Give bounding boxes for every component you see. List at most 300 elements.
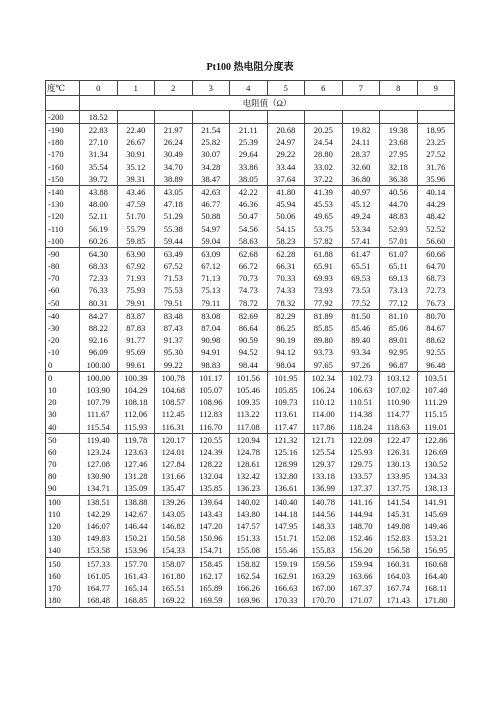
resistance-cell: 120.17 — [155, 433, 193, 446]
resistance-cell: 169.96 — [230, 594, 268, 607]
resistance-cell: 26.67 — [117, 136, 155, 148]
resistance-cell: 45.53 — [305, 198, 343, 210]
resistance-cell: 61.07 — [380, 248, 418, 261]
resistance-cell: 143.05 — [155, 508, 193, 520]
resistance-cell: 46.36 — [230, 198, 268, 210]
resistance-cell: 32.18 — [380, 161, 418, 173]
resistance-cell: 90.59 — [230, 334, 268, 346]
resistance-cell: 126.31 — [380, 446, 418, 458]
resistance-cell: 63.49 — [155, 248, 193, 261]
resistance-cell: 24.97 — [267, 136, 305, 148]
resistance-cell: 98.83 — [192, 359, 230, 372]
resistance-cell: 107.40 — [417, 384, 455, 396]
resistance-cell: 66.72 — [230, 260, 268, 272]
resistance-cell: 101.95 — [267, 371, 305, 384]
resistance-cell: 19.38 — [380, 124, 418, 137]
table-row — [46, 508, 455, 520]
resistance-cell: 89.01 — [380, 334, 418, 346]
resistance-cell: 117.86 — [305, 421, 343, 434]
resistance-cell: 160.68 — [417, 557, 455, 570]
temperature-cell: 20 — [46, 396, 80, 408]
temperature-cell: -70 — [46, 272, 80, 284]
column-header: 1 — [117, 81, 155, 96]
resistance-cell: 80.31 — [80, 297, 118, 310]
table-row — [46, 495, 455, 508]
resistance-cell: 89.80 — [305, 334, 343, 346]
resistance-cell: 75.93 — [117, 285, 155, 297]
resistance-cell: 57.41 — [342, 235, 380, 248]
resistance-cell: 166.63 — [267, 582, 305, 594]
resistance-cell: 18.52 — [80, 111, 118, 124]
resistance-cell: 87.04 — [192, 322, 230, 334]
resistance-cell: 151.71 — [267, 532, 305, 544]
resistance-cell: 83.08 — [192, 310, 230, 323]
resistance-cell: 109.73 — [267, 396, 305, 408]
resistance-cell: 150.21 — [117, 532, 155, 544]
resistance-cell: 116.70 — [192, 421, 230, 434]
table-row — [46, 149, 455, 161]
resistance-cell: 164.40 — [417, 570, 455, 582]
resistance-cell: 69.13 — [380, 272, 418, 284]
resistance-cell: 23.68 — [380, 136, 418, 148]
resistance-cell: 72.73 — [417, 285, 455, 297]
resistance-cell: 137.75 — [380, 483, 418, 496]
resistance-cell: 40.97 — [342, 186, 380, 199]
temperature-cell: -130 — [46, 198, 80, 210]
table-row — [46, 211, 455, 223]
table-row — [46, 483, 455, 496]
column-header: 5 — [267, 81, 305, 96]
resistance-cell: 106.63 — [342, 384, 380, 396]
resistance-cell: 94.52 — [230, 347, 268, 359]
resistance-cell: 44.70 — [380, 198, 418, 210]
resistance-cell: 35.54 — [80, 161, 118, 173]
resistance-cell: 117.47 — [267, 421, 305, 434]
resistance-cell: 156.20 — [342, 545, 380, 558]
resistance-cell: 122.86 — [417, 433, 455, 446]
resistance-cell: 115.54 — [80, 421, 118, 434]
resistance-cell: 73.13 — [380, 285, 418, 297]
resistance-cell: 61.88 — [305, 248, 343, 261]
resistance-cell: 33.44 — [267, 161, 305, 173]
resistance-cell: 38.05 — [230, 173, 268, 186]
resistance-cell: 34.70 — [155, 161, 193, 173]
resistance-cell: 136.99 — [305, 483, 343, 496]
resistance-cell: 71.13 — [192, 272, 230, 284]
resistance-cell: 38.47 — [192, 173, 230, 186]
resistance-cell: 56.60 — [417, 235, 455, 248]
resistance-cell: 64.30 — [80, 248, 118, 261]
resistance-cell: 118.63 — [380, 421, 418, 434]
resistance-cell: 103.51 — [417, 371, 455, 384]
resistance-cell: 170.70 — [305, 594, 343, 607]
resistance-cell: 155.46 — [267, 545, 305, 558]
resistance-cell: 27.95 — [380, 149, 418, 161]
temperature-cell: -180 — [46, 136, 80, 148]
resistance-cell: 150.96 — [192, 532, 230, 544]
table-row — [46, 272, 455, 284]
resistance-cell: 134.71 — [80, 483, 118, 496]
temperature-cell: -110 — [46, 223, 80, 235]
temperature-cell: 100 — [46, 495, 80, 508]
table-row — [46, 322, 455, 334]
resistance-cell: 100.00 — [80, 359, 118, 372]
resistance-cell: 146.07 — [80, 520, 118, 532]
resistance-cell: 142.67 — [117, 508, 155, 520]
resistance-cell: 100.39 — [117, 371, 155, 384]
resistance-cell: 92.95 — [380, 347, 418, 359]
resistance-cell: 112.06 — [117, 409, 155, 421]
resistance-cell: 52.11 — [80, 211, 118, 223]
resistance-cell: 127.08 — [80, 458, 118, 470]
resistance-cell: 37.22 — [305, 173, 343, 186]
resistance-cell: 125.16 — [267, 446, 305, 458]
resistance-cell: 30.49 — [155, 149, 193, 161]
resistance-cell — [117, 111, 155, 124]
table-row — [46, 570, 455, 582]
resistance-cell — [192, 111, 230, 124]
resistance-cell: 139.64 — [192, 495, 230, 508]
resistance-cell: 127.84 — [155, 458, 193, 470]
temperature-cell: -120 — [46, 211, 80, 223]
resistance-cell: 105.07 — [192, 384, 230, 396]
resistance-cell: 143.43 — [192, 508, 230, 520]
resistance-cell: 161.43 — [117, 570, 155, 582]
resistance-cell: 171.07 — [342, 594, 380, 607]
table-row — [46, 458, 455, 470]
resistance-cell: 146.44 — [117, 520, 155, 532]
resistance-cell: 67.12 — [192, 260, 230, 272]
resistance-cell: 114.00 — [305, 409, 343, 421]
resistance-cell: 73.53 — [342, 285, 380, 297]
resistance-cell: 116.31 — [155, 421, 193, 434]
resistance-cell: 83.48 — [155, 310, 193, 323]
resistance-cell: 132.04 — [192, 470, 230, 482]
resistance-cell: 141.16 — [342, 495, 380, 508]
resistance-cell: 96.09 — [80, 347, 118, 359]
table-row — [46, 396, 455, 408]
resistance-cell: 167.37 — [342, 582, 380, 594]
resistance-cell: 47.18 — [155, 198, 193, 210]
resistance-cell: 43.88 — [80, 186, 118, 199]
resistance-cell: 147.57 — [230, 520, 268, 532]
temperature-cell: -10 — [46, 347, 80, 359]
resistance-cell: 162.17 — [192, 570, 230, 582]
temperature-cell: 70 — [46, 458, 80, 470]
resistance-cell: 102.34 — [305, 371, 343, 384]
resistance-cell: 152.46 — [342, 532, 380, 544]
resistance-cell: 77.12 — [380, 297, 418, 310]
resistance-cell: 85.85 — [305, 322, 343, 334]
resistance-cell: 57.82 — [305, 235, 343, 248]
resistance-cell: 102.73 — [342, 371, 380, 384]
resistance-cell: 69.93 — [305, 272, 343, 284]
resistance-cell: 112.83 — [192, 409, 230, 421]
resistance-cell: 89.40 — [342, 334, 380, 346]
resistance-cell: 98.44 — [230, 359, 268, 372]
table-row — [46, 198, 455, 210]
resistance-cell: 52.93 — [380, 223, 418, 235]
resistance-cell: 95.69 — [117, 347, 155, 359]
resistance-cell: 130.90 — [80, 470, 118, 482]
resistance-cell: 170.33 — [267, 594, 305, 607]
resistance-cell: 149.46 — [417, 520, 455, 532]
resistance-cell: 135.47 — [155, 483, 193, 496]
resistance-cell: 71.93 — [117, 272, 155, 284]
resistance-cell: 39.31 — [117, 173, 155, 186]
resistance-cell: 46.77 — [192, 198, 230, 210]
resistance-cell: 67.52 — [155, 260, 193, 272]
resistance-cell: 140.78 — [305, 495, 343, 508]
resistance-cell: 138.88 — [117, 495, 155, 508]
resistance-cell: 154.33 — [155, 545, 193, 558]
resistance-cell: 115.15 — [417, 409, 455, 421]
resistance-cell: 131.28 — [117, 470, 155, 482]
resistance-cell: 163.66 — [342, 570, 380, 582]
temperature-cell: 130 — [46, 532, 80, 544]
resistance-cell: 66.31 — [267, 260, 305, 272]
resistance-cell — [380, 111, 418, 124]
resistance-cell: 100.00 — [80, 371, 118, 384]
resistance-cell: 65.91 — [305, 260, 343, 272]
resistance-cell: 129.37 — [305, 458, 343, 470]
resistance-cell: 137.37 — [342, 483, 380, 496]
column-header: 9 — [417, 81, 455, 96]
resistance-cell: 80.70 — [417, 310, 455, 323]
resistance-cell — [230, 111, 268, 124]
resistance-cell: 167.74 — [380, 582, 418, 594]
resistance-cell: 82.69 — [230, 310, 268, 323]
page-title: Pt100 热电阻分度表 — [206, 62, 294, 73]
resistance-cell: 153.21 — [417, 532, 455, 544]
resistance-cell: 150.58 — [155, 532, 193, 544]
resistance-cell: 145.69 — [417, 508, 455, 520]
resistance-cell: 141.91 — [417, 495, 455, 508]
table-row — [46, 520, 455, 532]
resistance-cell: 156.95 — [417, 545, 455, 558]
resistance-cell: 167.00 — [305, 582, 343, 594]
resistance-cell: 148.33 — [305, 520, 343, 532]
resistance-cell: 75.53 — [155, 285, 193, 297]
resistance-cell: 108.96 — [192, 396, 230, 408]
temperature-cell: 50 — [46, 433, 80, 446]
resistance-cell: 75.13 — [192, 285, 230, 297]
resistance-cell: 49.24 — [342, 211, 380, 223]
temperature-cell: 170 — [46, 582, 80, 594]
resistance-cell: 101.17 — [192, 371, 230, 384]
resistance-cell: 51.70 — [117, 211, 155, 223]
resistance-cell: 123.63 — [117, 446, 155, 458]
resistance-cell: 130.52 — [417, 458, 455, 470]
resistance-cell: 131.66 — [155, 470, 193, 482]
temperature-cell: -60 — [46, 285, 80, 297]
resistance-cell: 84.67 — [417, 322, 455, 334]
resistance-cell: 52.52 — [417, 223, 455, 235]
resistance-cell: 18.95 — [417, 124, 455, 137]
resistance-cell: 71.53 — [155, 272, 193, 284]
column-header: 4 — [230, 81, 268, 96]
resistance-cell: 87.83 — [117, 322, 155, 334]
temperature-cell: -20 — [46, 334, 80, 346]
resistance-cell: 58.23 — [267, 235, 305, 248]
resistance-cell: 125.54 — [305, 446, 343, 458]
resistance-cell: 162.54 — [230, 570, 268, 582]
resistance-cell: 148.70 — [342, 520, 380, 532]
resistance-cell: 65.51 — [342, 260, 380, 272]
resistance-cell: 117.08 — [230, 421, 268, 434]
resistance-cell: 55.38 — [155, 223, 193, 235]
resistance-cell: 106.24 — [305, 384, 343, 396]
temperature-cell: -170 — [46, 149, 80, 161]
table-row — [46, 260, 455, 272]
resistance-cell: 168.11 — [417, 582, 455, 594]
table-row — [46, 136, 455, 148]
resistance-cell: 133.18 — [305, 470, 343, 482]
temperature-cell: 0 — [46, 371, 80, 384]
resistance-cell: 76.73 — [417, 297, 455, 310]
resistance-cell: 42.22 — [230, 186, 268, 199]
temperature-cell: 90 — [46, 483, 80, 496]
resistance-cell: 155.08 — [230, 545, 268, 558]
resistance-cell: 127.46 — [117, 458, 155, 470]
resistance-cell: 136.61 — [267, 483, 305, 496]
table-row — [46, 545, 455, 558]
resistance-cell: 83.87 — [117, 310, 155, 323]
resistance-cell: 105.85 — [267, 384, 305, 396]
resistance-cell: 130.13 — [380, 458, 418, 470]
resistance-cell: 153.96 — [117, 545, 155, 558]
resistance-cell: 119.40 — [80, 433, 118, 446]
column-header: 7 — [342, 81, 380, 96]
temperature-cell: -200 — [46, 111, 80, 124]
table-row — [46, 285, 455, 297]
table-row — [46, 347, 455, 359]
resistance-cell: 105.46 — [230, 384, 268, 396]
resistance-cell — [267, 111, 305, 124]
resistance-cell: 93.73 — [305, 347, 343, 359]
resistance-cell: 70.73 — [230, 272, 268, 284]
table-row — [46, 371, 455, 384]
resistance-cell: 138.51 — [80, 495, 118, 508]
resistance-cell: 68.33 — [80, 260, 118, 272]
resistance-cell: 139.26 — [155, 495, 193, 508]
resistance-cell: 103.90 — [80, 384, 118, 396]
temperature-cell: 160 — [46, 570, 80, 582]
temperature-cell: 40 — [46, 421, 80, 434]
resistance-cell: 140.02 — [230, 495, 268, 508]
column-header: 8 — [380, 81, 418, 96]
resistance-cell: 35.96 — [417, 173, 455, 186]
resistance-cell: 79.51 — [155, 297, 193, 310]
temperature-cell: -50 — [46, 297, 80, 310]
resistance-cell: 165.51 — [155, 582, 193, 594]
resistance-cell: 73.93 — [305, 285, 343, 297]
resistance-cell: 58.63 — [230, 235, 268, 248]
resistance-cell: 118.24 — [342, 421, 380, 434]
resistance-cell: 143.80 — [230, 508, 268, 520]
resistance-cell: 84.27 — [80, 310, 118, 323]
resistance-cell: 155.83 — [305, 545, 343, 558]
resistance-cell: 124.39 — [192, 446, 230, 458]
resistance-cell: 24.11 — [342, 136, 380, 148]
resistance-cell: 32.60 — [342, 161, 380, 173]
resistance-cell: 87.43 — [155, 322, 193, 334]
resistance-cell: 124.01 — [155, 446, 193, 458]
resistance-cell: 57.01 — [380, 235, 418, 248]
resistance-cell: 132.80 — [267, 470, 305, 482]
resistance-cell: 99.22 — [155, 359, 193, 372]
resistance-cell: 22.83 — [80, 124, 118, 137]
resistance-cell: 94.91 — [192, 347, 230, 359]
table-row — [46, 421, 455, 434]
resistance-cell: 77.52 — [342, 297, 380, 310]
resistance-cell: 53.34 — [342, 223, 380, 235]
unit-spacer — [46, 96, 80, 111]
resistance-cell: 103.12 — [380, 371, 418, 384]
resistance-cell: 157.33 — [80, 557, 118, 570]
resistance-cell: 30.91 — [117, 149, 155, 161]
resistance-cell: 33.02 — [305, 161, 343, 173]
resistance-cell: 77.92 — [305, 297, 343, 310]
resistance-cell: 121.32 — [267, 433, 305, 446]
resistance-cell: 128.61 — [230, 458, 268, 470]
temperature-cell: 180 — [46, 594, 80, 607]
column-header: 3 — [192, 81, 230, 96]
resistance-cell: 54.56 — [230, 223, 268, 235]
resistance-cell: 165.14 — [117, 582, 155, 594]
resistance-cell: 28.37 — [342, 149, 380, 161]
resistance-cell: 97.26 — [342, 359, 380, 372]
resistance-cell: 56.19 — [80, 223, 118, 235]
resistance-cell: 76.33 — [80, 285, 118, 297]
resistance-cell: 20.68 — [267, 124, 305, 137]
resistance-cell: 168.48 — [80, 594, 118, 607]
resistance-cell: 63.09 — [192, 248, 230, 261]
resistance-cell: 78.72 — [230, 297, 268, 310]
resistance-cell: 121.71 — [305, 433, 343, 446]
resistance-cell: 113.22 — [230, 409, 268, 421]
table-row — [46, 582, 455, 594]
resistance-cell: 48.83 — [380, 211, 418, 223]
resistance-cell: 163.29 — [305, 570, 343, 582]
resistance-cell: 81.10 — [380, 310, 418, 323]
resistance-cell: 86.25 — [267, 322, 305, 334]
resistance-cell: 68.73 — [417, 272, 455, 284]
resistance-cell: 43.46 — [117, 186, 155, 199]
resistance-cell: 86.64 — [230, 322, 268, 334]
resistance-cell: 29.64 — [230, 149, 268, 161]
table-row — [46, 470, 455, 482]
resistance-cell: 165.89 — [192, 582, 230, 594]
resistance-cell: 26.24 — [155, 136, 193, 148]
resistance-cell: 144.94 — [342, 508, 380, 520]
resistance-cell: 111.29 — [417, 396, 455, 408]
temperature-cell: -40 — [46, 310, 80, 323]
resistance-cell: 91.77 — [117, 334, 155, 346]
resistance-cell: 111.67 — [80, 409, 118, 421]
resistance-cell: 144.18 — [267, 508, 305, 520]
resistance-cell: 92.16 — [80, 334, 118, 346]
resistance-cell: 94.12 — [267, 347, 305, 359]
resistance-cell: 54.15 — [267, 223, 305, 235]
resistance-cell: 54.97 — [192, 223, 230, 235]
temperature-cell: 120 — [46, 520, 80, 532]
resistance-cell: 36.80 — [342, 173, 380, 186]
table-row — [46, 248, 455, 261]
resistance-cell: 65.11 — [380, 260, 418, 272]
resistance-cell: 21.97 — [155, 124, 193, 137]
resistance-cell: 162.91 — [267, 570, 305, 582]
